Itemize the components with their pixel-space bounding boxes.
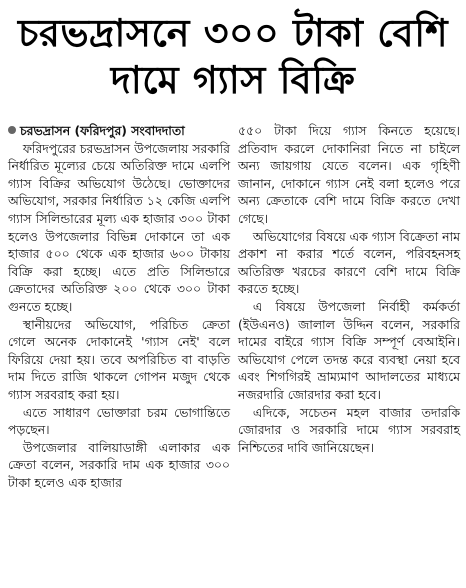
byline-row — [8, 122, 230, 140]
paragraph: ফরিদপুরের চরভদ্রাসন উপজেলায় সরকারি নির্ধারিত মূল্যের চেয়ে অতিরিক্ত দামে এলপি গ্যাস বিক্রির অভিযোগ উঠেছে। ভোক্তাদের অভিযোগ, সরকার নির্ধারিত ১২ কেজি এলপি গ্যাস সিলিন্ডারের মূল্য এক হাজার ৩০০ টাকা হলেও উপজেলার বিভিন্ন দোকানে তা এক হাজার ৫০০ থেকে এক হাজার ৬০০ টাকায় বিক্রি করা হচ্ছে। এতে প্রতি সিলিন্ডারে ক্রেতাদের অতিরিক্ত ২০০ থেকে ৩০০ টাকা গুনতে হচ্ছে। — [8, 140, 230, 314]
paragraph: অভিযোগের বিষয়ে এক গ্যাস বিক্রেতা নাম প্রকাশ না করার শর্তে বলেন, পরিবহনসহ অতিরিক্ত খরচের কারণে বেশি দামে বিক্রি করতে হচ্ছে। — [238, 228, 460, 297]
article-column-left — [8, 122, 230, 588]
paragraph: স্থানীয়দের অভিযোগ, পরিচিত ক্রেতা গেলে অনেক দোকানেই 'গ্যাস নেই' বলে ফিরিয়ে দেয়া হয়। তবে অপরিচিত বা বাড়তি দাম দিতে রাজি থাকলে গোপন মজুদ থেকে গ্যাস সরবরাহ করা হয়। — [8, 316, 230, 402]
paragraph: এ বিষয়ে উপজেলা নির্বাহী কর্মকর্তা (ইউএনও) জালাল উদ্দিন বলেন, সরকারি দামের বাইরে গ্যাস বিক্রি সম্পূর্ণ বেআইনি। অভিযোগ পেলে তদন্ত করে ব্যবস্থা নেয়া হবে এবং শিগগিরই ভ্রাম্যমাণ আদালতের মাধ্যমে নজরদারি জোরদার করা হবে। — [238, 298, 460, 402]
article-column-right — [238, 122, 460, 588]
paragraph: এদিকে, সচেতন মহল বাজার তদারকি জোরদার ও সরকারি দামে গ্যাস সরবরাহ নিশ্চিতের দাবি জানিয়েছেন। — [238, 404, 460, 455]
article-body — [8, 122, 460, 588]
headline-line-2: দামে গ্যাস বিক্রি — [110, 58, 356, 102]
headline — [8, 10, 458, 104]
paragraph: উপজেলার বালিয়াডাঙ্গী এলাকার এক ক্রেতা বলেন, সরকারি দাম এক হাজার ৩০০ টাকা হলেও এক হাজার — [8, 439, 230, 490]
headline-line-1: চরভদ্রাসনে ৩০০ টাকা বেশি — [17, 11, 449, 55]
paragraph: ৫৫০ টাকা দিয়ে গ্যাস কিনতে হয়েছে। প্রতিবাদ করলে দোকানিরা নিতে না চাইলে অন্য জায়গায় যেতে বলেন। এক গৃহিণী জানান, দোকানে গ্যাস নেই বলা হলেও পরে অন্য ক্রেতাকে বেশি দামে বিক্রি করতে দেখা গেছে। — [238, 123, 460, 226]
byline: চরভদ্রাসন (ফরিদপুর) সংবাদদাতা — [20, 123, 185, 138]
bullet-icon — [8, 126, 16, 134]
paragraph: এতে সাধারণ ভোক্তারা চরম ভোগান্তিতে পড়ছেন। — [8, 404, 230, 438]
